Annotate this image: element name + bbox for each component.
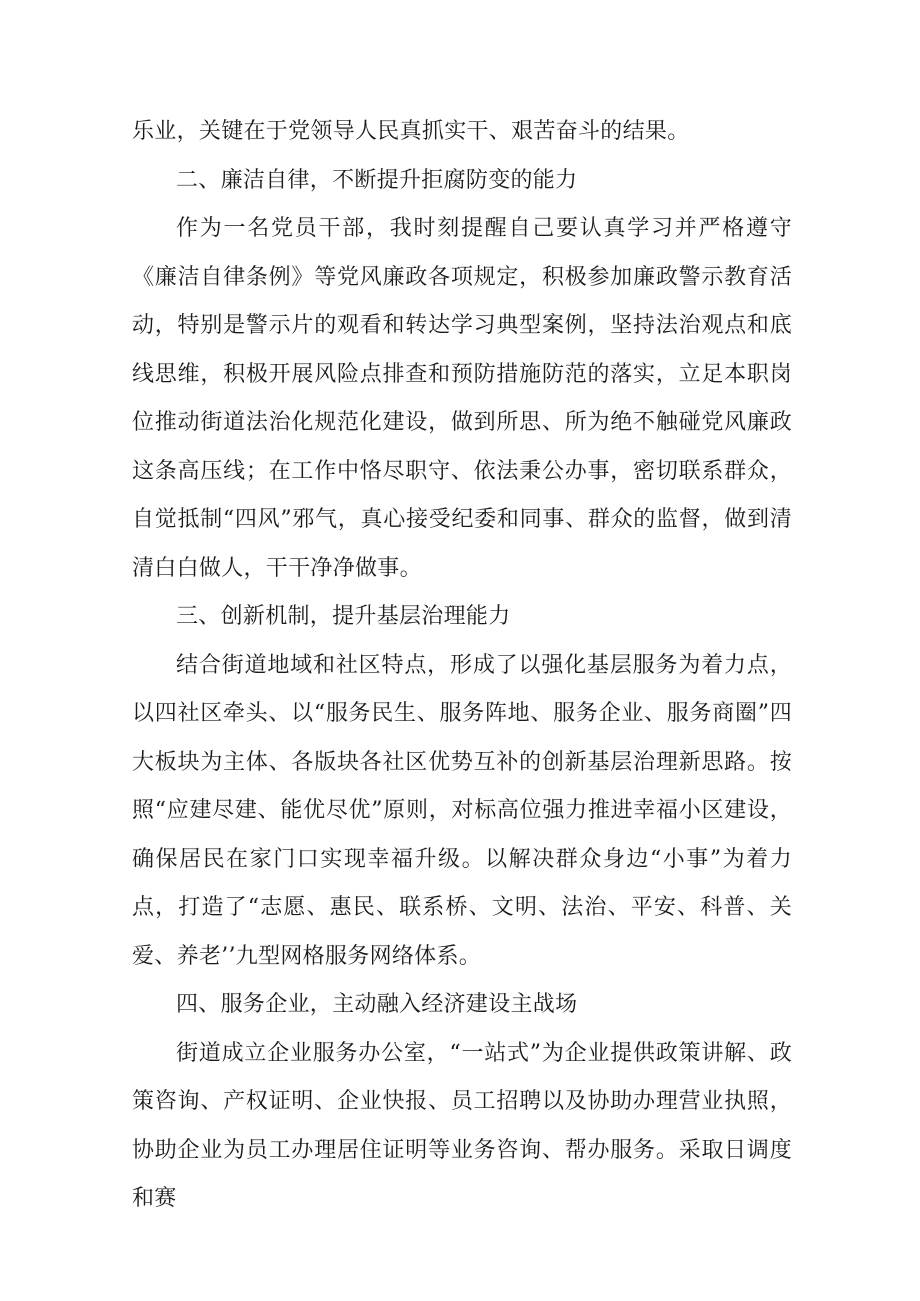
section-heading-2: 二、廉洁自律，不断提升拒腐防变的能力 — [176, 167, 578, 193]
document-body — [132, 108, 792, 1224]
section-heading-3: 三、创新机制，提升基层治理能力 — [176, 604, 511, 629]
paragraph-continuation: 乐业，关键在于党领导人民真抓实干、艰苦奋斗的结果。 — [132, 119, 690, 144]
paragraph-integrity: 作为一名党员干部，我时刻提醒自己要认真学习并严格遵守《廉洁自律条例》等党风廉政各项规定，积极参加廉政警示教育活动，特别是警示片的观看和转达学习典型案例，坚持法治观点和底线思维，积极开展风险点排查和预防措施防范的落实，立足本职岗位推动街道法治化规范化建设，做到所思、所为绝不触碰党风廉政这条高压线；在工作中恪尽职守、依法秉公办事，密切联系群众，自觉抵制“四风”邪气，真心接受纪委和同事、群众的监督，做到清清白白做人，干干净净做事。 — [132, 216, 792, 581]
paragraph-governance: 结合街道地域和社区特点，形成了以强化基层服务为着力点，以四社区牵头、以“服务民生、服务阵地、服务企业、服务商圈”四大板块为主体、各版块各社区优势互补的创新基层治理新思路。按照“应建尽建、能优尽优”原则，对标高位强力推进幸福小区建设，确保居民在家门口实现幸福升级。以解决群众身边“小事”为着力点，打造了“志愿、惠民、联系桥、文明、法治、平安、科普、关爱、养老’’九型网格服务网络体系。 — [132, 652, 792, 969]
section-heading-4: 四、服务企业，主动融入经济建设主战场 — [176, 992, 578, 1017]
paragraph-enterprise-service: 街道成立企业服务办公室，“一站式”为企业提供政策讲解、政策咨询、产权证明、企业快报、员工招聘以及协助办理营业执照，协助企业为员工办理居住证明等业务咨询、帮办服务。采取日调度和赛 — [132, 1040, 792, 1211]
